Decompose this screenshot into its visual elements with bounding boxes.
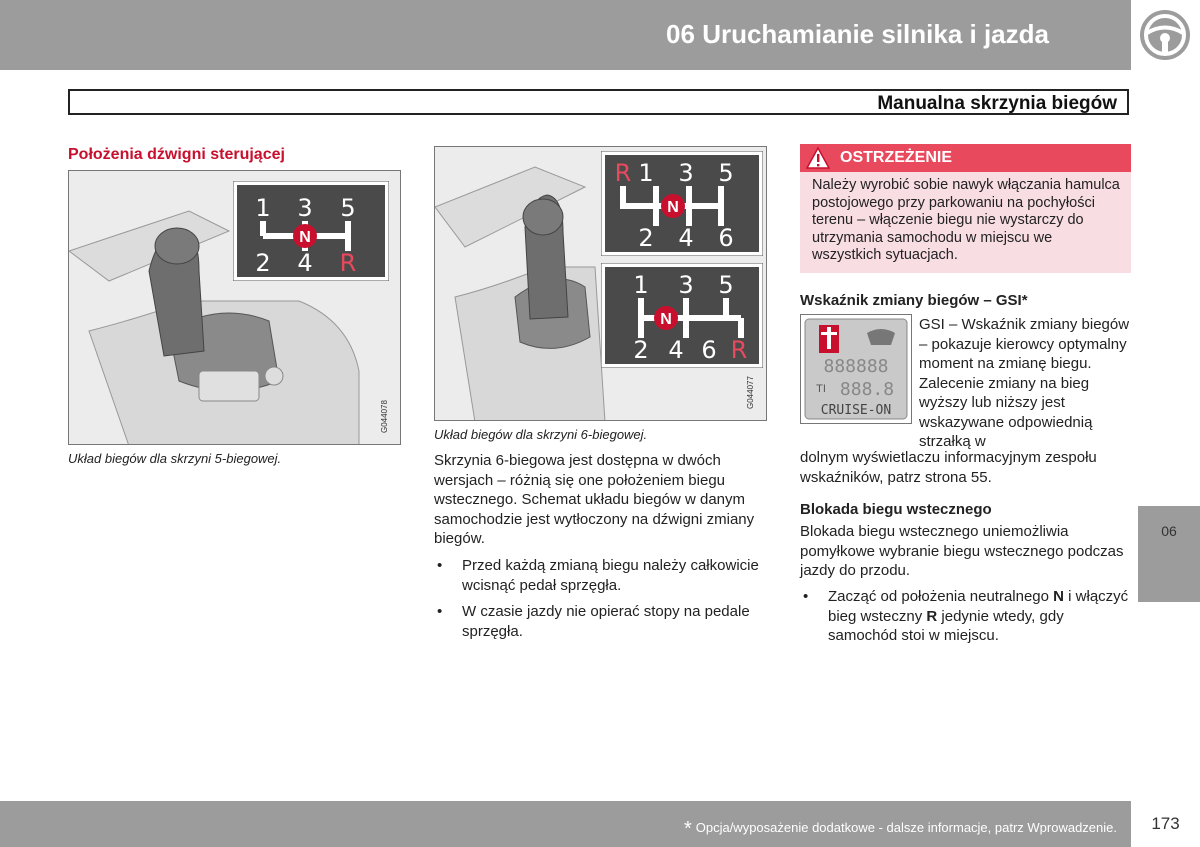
- page-number: 173: [1151, 814, 1180, 833]
- gear-label: 5: [718, 271, 734, 299]
- neutral-label: N: [299, 229, 311, 246]
- list-item: • Przed każdą zmianą biegu należy całkowicie wcisnąć pedał sprzęgła.: [434, 556, 770, 595]
- bullet-text: i włączyć bieg wsteczny: [828, 588, 1129, 625]
- chapter-tab: [1138, 506, 1200, 602]
- gear-label: 5: [718, 159, 734, 187]
- list-item: [800, 587, 1131, 646]
- footer-bar: [0, 801, 1131, 847]
- neutral-label: N: [667, 199, 679, 216]
- neutral-label: N: [660, 311, 672, 328]
- reverse-lock-text: Blokada biegu wstecznego uniemożliwia pomyłkowe wybranie biegu wstecznego podczas jazdy do przodu.: [800, 523, 1124, 579]
- gsi-text-side: GSI – Wskaźnik zmiany biegów – pokazuje kierowcy optymalny moment na zmianę biegu. Zalecenie zmiany na bieg wyższy lub niższy jest wskazywane odpowiednią strzałką w: [919, 316, 1130, 450]
- reverse-lock-heading: Blokada biegu wstecznego: [800, 501, 992, 518]
- reverse-lock-bullet-list: [800, 587, 1131, 653]
- five-speed-figure: [68, 170, 401, 445]
- gear-label: 5: [340, 194, 356, 222]
- footnote-star: *: [683, 818, 692, 840]
- gear-label: 1: [638, 159, 654, 187]
- six-speed-figure: [434, 146, 767, 421]
- header-bar: [0, 0, 1131, 70]
- gear-label: 2: [255, 249, 271, 277]
- figure-code: G044078: [380, 400, 389, 433]
- five-speed-gate-diagram: [233, 181, 389, 281]
- gsi-digits-top: 888888: [823, 356, 889, 377]
- gear-label: 4: [668, 336, 684, 364]
- six-speed-caption: Układ biegów dla skrzyni 6-biegowej.: [434, 427, 648, 442]
- gsi-text-continued: dolnym wyświetlaczu informacyjnym zespołu wskaźników, patrz strona 55.: [800, 449, 1097, 486]
- list-item: • W czasie jazdy nie opierać stopy na pedale sprzęgła.: [434, 602, 770, 641]
- steering-wheel-icon: [1131, 0, 1200, 70]
- bullet-text: Zacząć od położenia neutralnego: [828, 588, 1054, 605]
- gear-label: 1: [255, 194, 271, 222]
- gear-label: 3: [678, 159, 694, 187]
- six-speed-paragraph: Skrzynia 6-biegowa jest dostępna w dwóch wersjach – różnią się one położeniem biegu wstecznego. Schemat układu biegów w danym samochodzie jest wytłoczony na dźwigni zmiany biegów.: [434, 452, 755, 547]
- six-speed-gate-diagram-b: [601, 263, 763, 368]
- section-title-bar: [68, 89, 1129, 115]
- reverse-symbol: R: [926, 607, 938, 625]
- chapter-title: 06 Uruchamianie silnika i jazda: [666, 19, 1049, 49]
- instrument-display-illustration: [801, 315, 911, 423]
- chapter-icon-box: [1131, 0, 1200, 70]
- gsi-display-figure: [800, 314, 912, 424]
- gear-label: 4: [297, 249, 313, 277]
- reverse-gear-label: R: [730, 336, 748, 364]
- footer-note: [684, 818, 1117, 841]
- gear-label: 3: [297, 194, 313, 222]
- bullet-text: jedynie wtedy, gdy samochód stoi w miejscu.: [828, 607, 1064, 644]
- five-speed-caption: Układ biegów dla skrzyni 5-biegowej.: [68, 451, 282, 466]
- gear-positions-heading: Położenia dźwigni sterującej: [68, 146, 285, 163]
- warning-body: [800, 172, 1131, 273]
- gear-label: 2: [638, 224, 654, 252]
- gsi-digits-bottom: 888.8: [839, 379, 895, 400]
- gsi-heading: Wskaźnik zmiany biegów – GSI*: [800, 292, 1028, 309]
- footnote-text: Opcja/wyposażenie dodatkowe - dalsze informacje, patrz Wprowadzenie.: [695, 820, 1117, 835]
- gsi-small-label: TI: [816, 383, 826, 395]
- warning-title: OSTRZEŻENIE: [840, 149, 953, 166]
- cruise-indicator: CRUISE-ON: [820, 403, 892, 418]
- reverse-gear-label: R: [614, 159, 632, 187]
- gear-label: 6: [718, 224, 734, 252]
- gear-label: 4: [678, 224, 694, 252]
- warning-text: Należy wyrobić sobie nawyk włączania hamulca postojowego przy parkowaniu na pochyłości terenu – włączenie biegu nie wystarczy do utrzymania samochodu w miejscu we wszystkich sytuacjach.: [812, 177, 1120, 263]
- six-speed-bullet-list: [434, 556, 770, 648]
- warning-header: [800, 144, 1131, 172]
- gear-label: 6: [701, 336, 717, 364]
- gear-label: 2: [633, 336, 649, 364]
- section-title: Manualna skrzynia biegów: [877, 93, 1117, 114]
- gear-label: 1: [633, 271, 649, 299]
- neutral-symbol: N: [1053, 588, 1064, 605]
- gear-label: 3: [678, 271, 694, 299]
- reverse-gear-label: R: [339, 249, 357, 277]
- figure-code: G044077: [746, 376, 755, 409]
- warning-triangle-icon: [806, 147, 830, 169]
- chapter-tab-number: 06: [1161, 523, 1177, 539]
- six-speed-gate-diagram-a: [601, 151, 763, 256]
